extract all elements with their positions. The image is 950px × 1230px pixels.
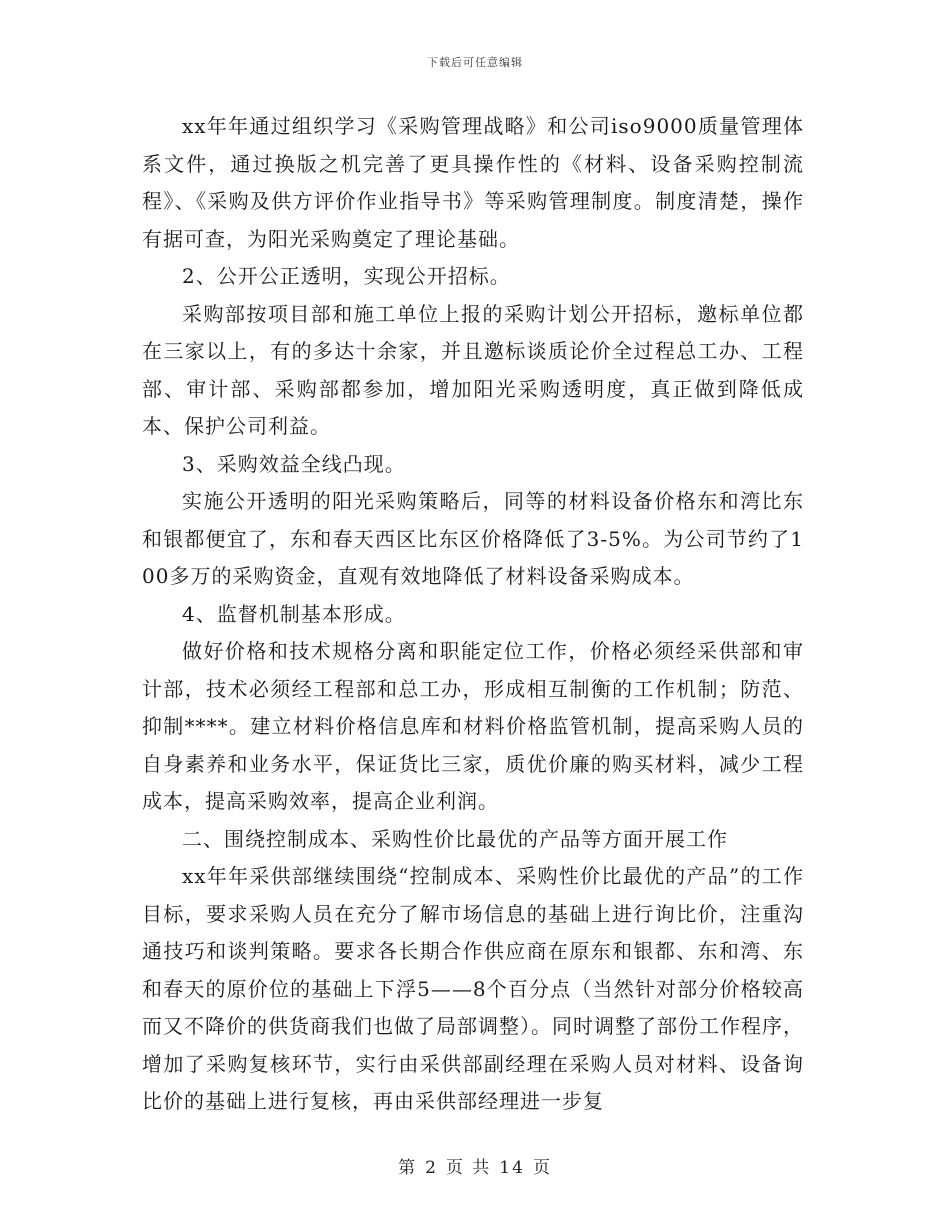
total-pages-number: 14 xyxy=(499,1158,525,1178)
page-number xyxy=(0,1153,950,1178)
current-page-number: 2 xyxy=(425,1158,438,1178)
section-heading: 2、公开公正透明，实现公开招标。 xyxy=(182,264,511,288)
section-heading: 4、监督机制基本形成。 xyxy=(182,601,406,626)
paragraph: 实施公开透明的阳光采购策略后，同等的材料设备价格东和湾比东和银都便宜了，东和春天西区比东区价格降低了3-5%。为公司节约了100多万的采购资金，直观有效地降低了材料设备采购成本。 xyxy=(142,489,804,588)
page-number-middle: 页 共 xyxy=(445,1158,492,1178)
page-header-note: 下载后可任意编辑 xyxy=(427,56,523,69)
document-body xyxy=(142,108,804,1121)
paragraph: 采购部按项目部和施工单位上报的采购计划公开招标，邀标单位都在三家以上，有的多达十余家，并且邀标谈质论价全过程总工办、工程部、审计部、采购部都参加，增加阳光采购透明度，真正做到降低成本、保护公司利益。 xyxy=(142,301,804,438)
page-number-suffix: 页 xyxy=(532,1158,552,1178)
paragraph: xx年年采供部继续围绕“控制成本、采购性价比最优的产品”的工作目标，要求采购人员在充分了解市场信息的基础上进行询比价，注重沟通技巧和谈判策略。要求各长期合作供应商在原东和银都、东和湾、东和春天的原价位的基础上下浮5——8个百分点（当然针对部分价格较高而又不降价的供货商我们也做了局部调整）。同时调整了部份工作程序，增加了采购复核环节，实行由采供部副经理在采购人员对材料、设备询比价的基础上进行复核，再由采供部经理进一步复 xyxy=(142,864,804,1113)
page-number-prefix: 第 xyxy=(398,1158,418,1178)
paragraph: 做好价格和技术规格分离和职能定位工作，价格必须经采供部和审计部，技术必须经工程部和总工办，形成相互制衡的工作机制；防范、抑制****。建立材料价格信息库和材料价格监管机制，提高采购人员的自身素养和业务水平，保证货比三家，质优价廉的购买材料，减少工程成本，提高采购效率，提高企业利润。 xyxy=(142,639,804,813)
paragraph: xx年年通过组织学习《采购管理战略》和公司iso9000质量管理体系文件，通过换版之机完善了更具操作性的《材料、设备采购控制流程》、《采购及供方评价作业指导书》等采购管理制度。制度清楚，操作有据可查，为阳光采购奠定了理论基础。 xyxy=(142,114,804,251)
section-heading: 3、采购效益全线凸现。 xyxy=(182,451,406,476)
section-heading: 二、围绕控制成本、采购性价比最优的产品等方面开展工作 xyxy=(182,826,728,851)
